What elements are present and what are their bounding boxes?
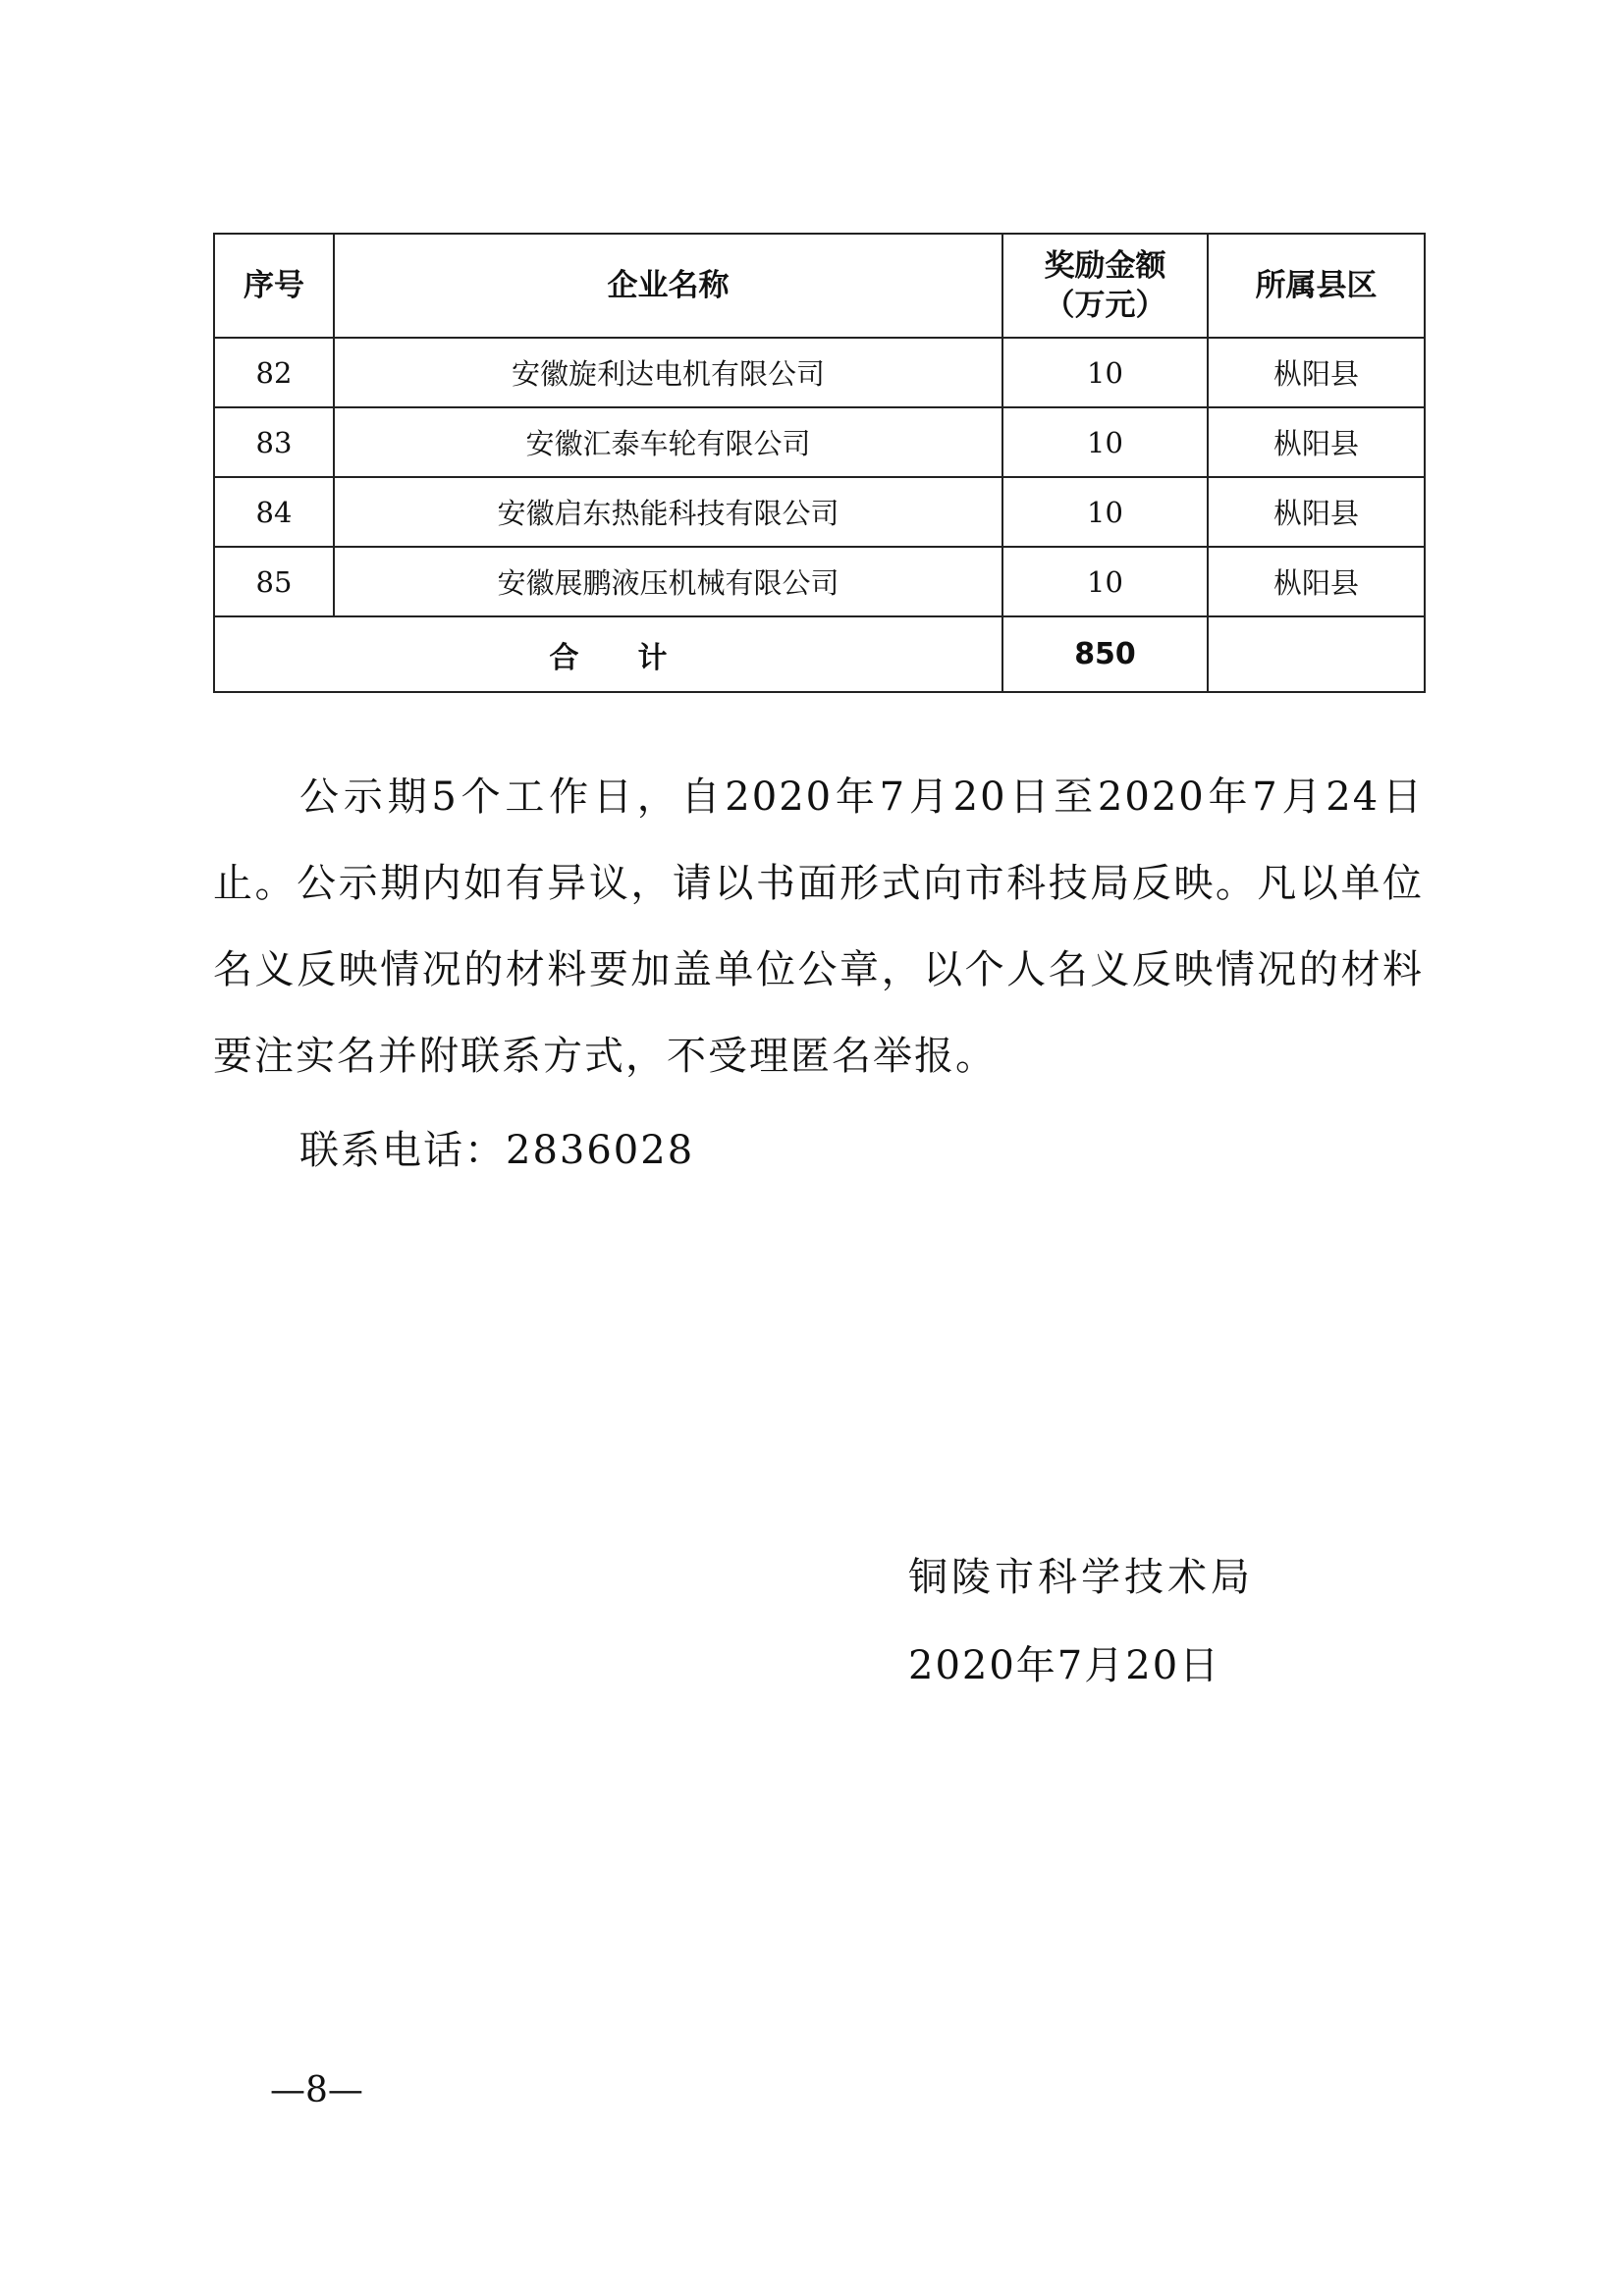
cell-amount: 10: [1002, 338, 1208, 407]
cell-county: 枞阳县: [1208, 407, 1425, 477]
cell-county: 枞阳县: [1208, 547, 1425, 616]
signature-date: 2020年7月20日: [908, 1643, 1221, 1688]
total-amount: 850: [1002, 616, 1208, 692]
table-row: [214, 338, 1425, 407]
cell-company: 安徽旋利达电机有限公司: [334, 338, 1002, 407]
header-amount-label: 奖励金额: [1044, 248, 1166, 284]
notice-paragraph: 公示期5个工作日，自2020年7月20日至2020年7月24日止。公示期内如有异议，请以书面形式向市科技局反映。凡以单位名义反映情况的材料要加盖单位公章，以个人名义反映情况的材料要注实名并附联系方式，不受理匿名举报。: [213, 774, 1424, 1079]
total-label-cell: [214, 616, 1002, 692]
total-row: [214, 616, 1425, 692]
total-county: [1208, 616, 1425, 692]
signature-organization: 铜陵市科学技术局: [908, 1555, 1254, 1600]
cell-seq: 82: [214, 338, 334, 407]
page-number: —8—: [270, 2070, 363, 2110]
cell-seq: 83: [214, 407, 334, 477]
header-amount-unit: （万元）: [1044, 288, 1166, 323]
cell-amount: 10: [1002, 407, 1208, 477]
table-header-row: [214, 234, 1425, 338]
cell-company: 安徽汇泰车轮有限公司: [334, 407, 1002, 477]
cell-seq: 85: [214, 547, 334, 616]
total-label: 合计: [549, 640, 727, 675]
contact-phone: 联系电话：2836028: [299, 1128, 695, 1173]
table-row: [214, 477, 1425, 547]
header-seq: 序号: [214, 234, 334, 338]
award-table: [213, 233, 1426, 693]
cell-company: 安徽启东热能科技有限公司: [334, 477, 1002, 547]
cell-county: 枞阳县: [1208, 338, 1425, 407]
table-row: [214, 407, 1425, 477]
cell-amount: 10: [1002, 477, 1208, 547]
cell-amount: 10: [1002, 547, 1208, 616]
header-county: 所属县区: [1208, 234, 1425, 338]
cell-county: 枞阳县: [1208, 477, 1425, 547]
table-row: [214, 547, 1425, 616]
header-amount: [1002, 234, 1208, 338]
cell-company: 安徽展鹏液压机械有限公司: [334, 547, 1002, 616]
header-company: 企业名称: [334, 234, 1002, 338]
cell-seq: 84: [214, 477, 334, 547]
